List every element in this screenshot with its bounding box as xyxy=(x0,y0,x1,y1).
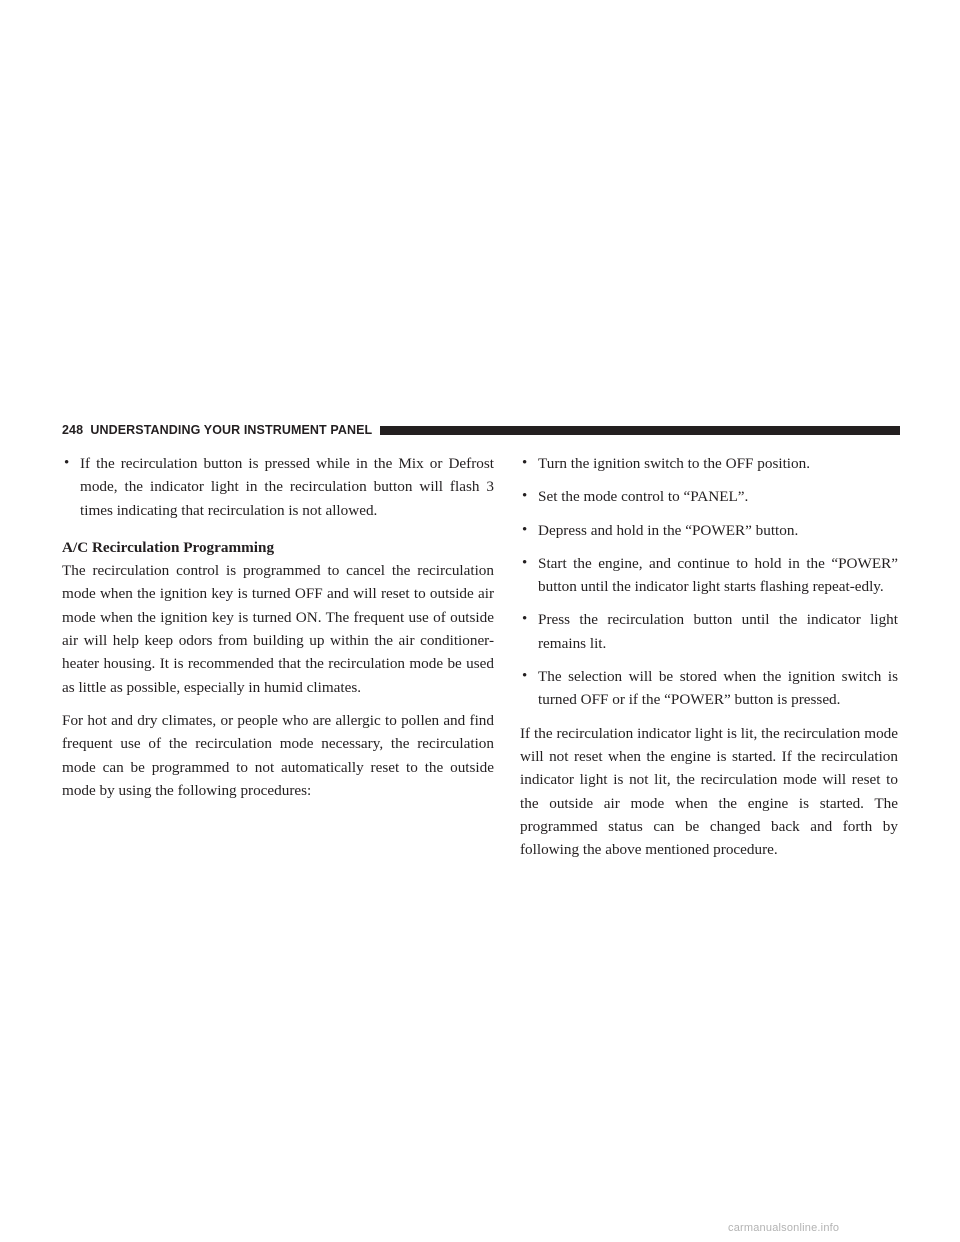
bullet-glyph: • xyxy=(522,668,528,685)
body-paragraph: The recirculation control is programmed to cancel the recirculation mode when the ignition key is turned OFF and will reset to outside air mode when the ignition key is turned ON. The frequent use of outside air will help keep odors from building up within the air conditioner-heater housing. It is recommended that the recirculation mode be used as little as possible, especially in humid climates. xyxy=(62,562,494,696)
bullet-item xyxy=(62,452,494,522)
page-header-text xyxy=(62,423,372,437)
right-column xyxy=(520,452,898,871)
bullet-item xyxy=(520,519,898,542)
body-paragraph: If the recirculation indicator light is lit, the recirculation mode will not reset when the engine is started. If the recirculation indicator light is not lit, the recirculation mode will reset to the outside air mode when the engine is started. The programmed status can be changed back and forth by following the above mentioned procedure. xyxy=(520,724,898,859)
bullet-glyph: • xyxy=(522,521,528,538)
bullet-glyph: • xyxy=(64,455,70,471)
bullet-glyph: • xyxy=(522,455,528,471)
page-header xyxy=(62,420,900,440)
bullet-item xyxy=(520,665,898,712)
bullet-item xyxy=(520,552,898,599)
bullet-text: Press the recirculation button until the indicator light remains lit. xyxy=(538,611,898,652)
bullet-text: The selection will be stored when the ignition switch is turned OFF or if the “POWER” button is pressed. xyxy=(538,668,898,709)
body-paragraph: For hot and dry climates, or people who are allergic to pollen and find frequent use of the recirculation mode necessary, the recirculation mode can be programmed to not automatically reset to the outside mode by using the following procedures: xyxy=(62,711,494,799)
bullet-text: If the recirculation button is pressed while in the Mix or Defrost mode, the indicator light in the recirculation button will flash 3 times indicating that recirculation is not allowed. xyxy=(80,455,494,519)
bullet-glyph: • xyxy=(522,554,528,571)
bullet-text: Start the engine, and continue to hold in the “POWER” button until the indicator light starts flashing repeat-edly. xyxy=(538,554,898,596)
bullet-glyph: • xyxy=(522,611,528,628)
left-column xyxy=(62,452,494,812)
bullet-glyph: • xyxy=(522,488,528,505)
bullet-item xyxy=(520,452,898,475)
bullet-item xyxy=(520,608,898,655)
footer-watermark: carmanualsonline.info xyxy=(728,1222,840,1234)
section-title: UNDERSTANDING YOUR INSTRUMENT PANEL xyxy=(90,423,373,437)
page-number: 248 xyxy=(62,423,84,437)
header-rule xyxy=(380,426,900,435)
bullet-text: Depress and hold in the “POWER” button. xyxy=(538,521,799,539)
bullet-text: Set the mode control to “PANEL”. xyxy=(538,488,749,506)
bullet-item xyxy=(520,485,898,508)
section-heading: A/C Recirculation Programming xyxy=(62,538,275,556)
bullet-text: Turn the ignition switch to the OFF position. xyxy=(538,455,810,472)
